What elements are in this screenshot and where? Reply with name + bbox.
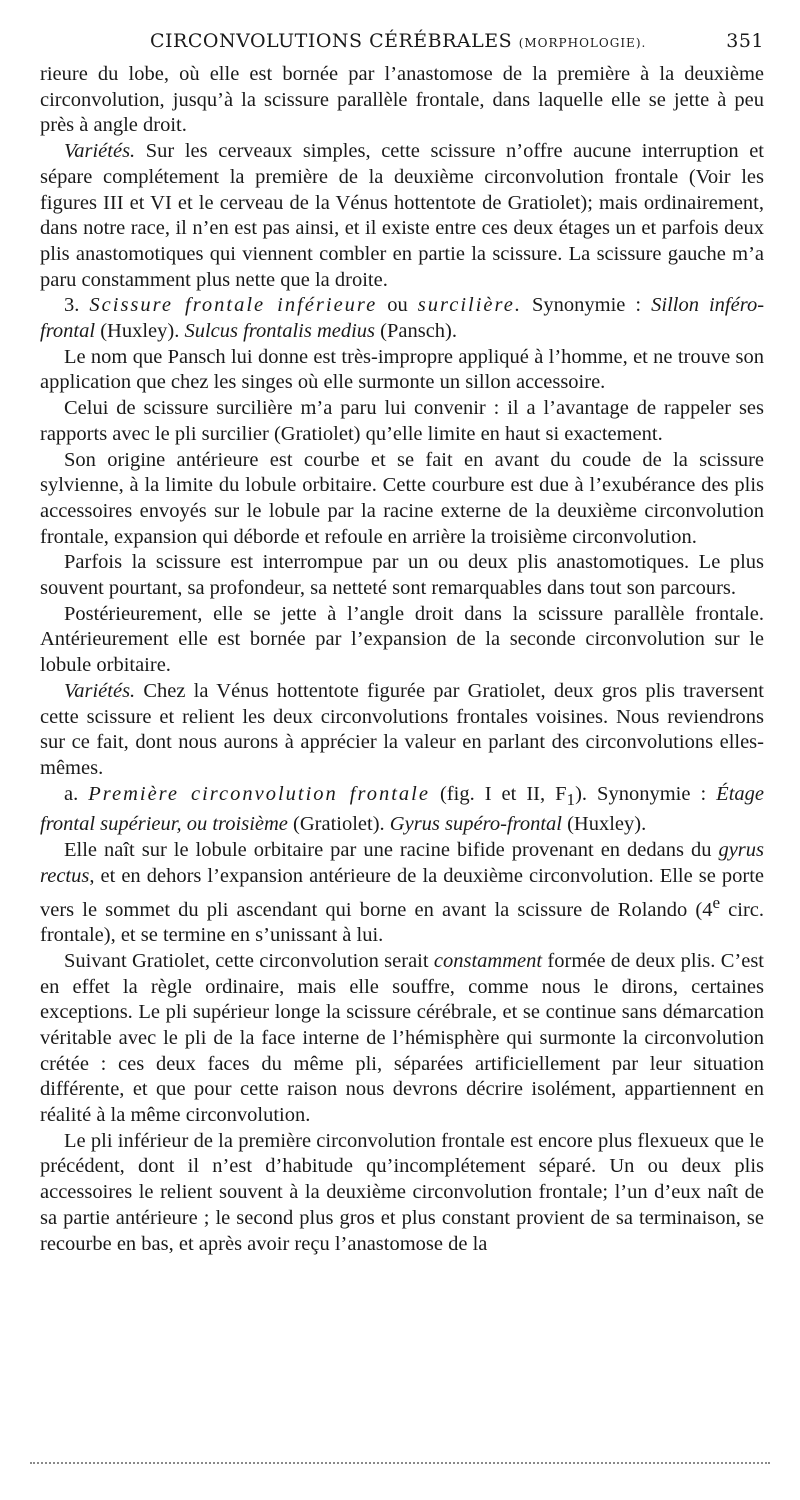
paragraph xyxy=(40,448,764,551)
running-header xyxy=(40,30,764,60)
paragraph xyxy=(40,602,764,679)
text-run: Variétés. xyxy=(64,679,136,702)
text-run: ou xyxy=(377,294,418,317)
paragraph xyxy=(40,949,764,1129)
text-run: Son origine antérieure est courbe et se fait en avant du coude de la scissure sylvienne, à la limite du lobule orbitaire. Cette courbure est due à l’exubérance des plis accessoires envoyés sur le lobule par la racine externe de la deuxième circonvolution frontale, expansion qui déborde et refoule en arrière la troisième circonvolution. xyxy=(40,448,764,548)
text-run: Le pli inférieur de la première circonvolution frontale est encore plus flexueux que le précédent, dont il n’est d’habitude qu’incomplétement séparé. Un ou deux plis accessoires le relient souvent à la deuxième circonvolution frontale; l’un d’eux naît de sa partie antérieure ; le second plus gros et plus constant provient de sa terminaison, se recourbe en bas, et après avoir reçu l’anastomose de la xyxy=(40,1129,764,1255)
paragraph xyxy=(40,345,764,396)
paragraph xyxy=(40,139,764,293)
text-run: Variétés. xyxy=(64,140,136,163)
running-title-main: CIRCONVOLUTIONS CÉRÉBRALES xyxy=(150,30,513,52)
text-run: Parfois la scissure est interrompue par un ou deux plis anastomotiques. Le plus souvent pourtant, sa profondeur, sa netteté sont remarquables dans tout son parcours. xyxy=(40,551,764,600)
paragraph xyxy=(40,293,764,344)
text-run: formée de deux plis. C’est en effet la règle ordinaire, mais elle souffre, comme nous le dirons, certaines exceptions. Le pli supérieur longe la scissure cérébrale, et se continue sans démarcation véritable avec le pli de la face interne de l’hémisphère qui surmonte la circonvolution crétée : ces deux faces du même pli, séparées artificiellement par leur situation différente, et que pour cette raison nous devrons décrire isolément, appartiennent en réalité à la même circonvolution. xyxy=(40,949,764,1127)
text-run: Celui de scissure surcilière m’a paru lui convenir : il a l’avantage de rappeler ses rapports avec le pli surcilier (Gratiolet) qu’elle limite en haut si exactement. xyxy=(40,397,764,445)
text-run: Première circonvolution frontale xyxy=(88,782,430,805)
paragraph xyxy=(40,679,764,782)
text-run: rieure du lobe, où elle est bornée par l’anastomose de la première à la deuxième circonvolution, jusqu’à la scissure parallèle frontale, dans laquelle elle se jette à peu près à angle droit. xyxy=(40,63,764,137)
body-text xyxy=(40,62,764,1257)
running-title-sub: (MORPHOLOGIE). xyxy=(518,36,647,50)
text-run: 3. xyxy=(64,294,90,317)
text-run: (Gratiolet). xyxy=(287,813,390,836)
text-run: (Huxley). xyxy=(561,813,647,836)
text-run: Sillon inféro-frontal xyxy=(40,294,765,343)
text-run: , et en dehors l’expansion antérieure de la deuxième circonvolution. Elle se porte vers le sommet du pli ascendant qui borne en avant la scissure de Rolando (4 xyxy=(40,864,764,921)
text-run: (Pansch). xyxy=(375,320,458,343)
text-run: Étage frontal supérieur, ou troisième xyxy=(40,782,764,836)
text-run: constamment xyxy=(433,949,543,972)
text-run: (Huxley). xyxy=(95,320,185,343)
running-title xyxy=(150,30,646,52)
text-run: Gyrus supéro-frontal xyxy=(389,813,562,836)
paragraph xyxy=(40,396,764,447)
text-run: Sur les cerveaux simples, cette scissure n’offre aucune interruption et sépare complétement la première de la deuxième circonvolution frontale (Voir les figures III et VI et le cerveau de la Vénus hottentote de Gratiolet); mais ordinairement, dans notre race, il n’en est pas ainsi, et il existe entre ces deux étages un et parfois deux plis anastomotiques qui viennent combler en partie la scissure. La scissure gauche m’a paru constamment plus nette que la droite. xyxy=(40,140,764,291)
text-run: Sulcus frontalis medius xyxy=(184,320,376,343)
text-run: gyrus rectus xyxy=(40,839,764,887)
text-run: 1 xyxy=(566,789,576,809)
paragraph xyxy=(40,838,764,949)
paragraph xyxy=(40,782,764,839)
paragraph xyxy=(40,1129,764,1258)
text-run: a. xyxy=(64,782,89,805)
text-run: circ. frontale), et se termine en s’unissant à lui. xyxy=(40,898,764,947)
text-run: (fig. I et II, F xyxy=(429,782,567,805)
text-run: surcilière. xyxy=(417,294,522,317)
text-run: Chez la Vénus hottentote figurée par Gratiolet, deux gros plis traversent cette scissure et relient les deux circonvolutions frontales voisines. Nous reviendrons sur ce fait, dont nous aurons à apprécier la valeur en parlant des circonvolutions elles-mêmes. xyxy=(40,679,764,779)
page-number: 351 xyxy=(726,30,764,52)
text-run: e xyxy=(712,892,721,912)
text-run: Elle naît sur le lobule orbitaire par une racine bifide provenant en dedans du xyxy=(64,839,719,862)
text-run: Synonymie : xyxy=(521,294,652,317)
text-run: Postérieurement, elle se jette à l’angle droit dans la scissure parallèle frontale. Antérieurement elle est bornée par l’expansion de la seconde circonvolution sur le lobule orbitaire. xyxy=(40,602,764,677)
paragraph xyxy=(40,62,764,139)
text-run: Suivant Gratiolet, cette circonvolution serait xyxy=(64,949,434,972)
paragraph xyxy=(40,550,764,601)
footer-rule xyxy=(30,1462,770,1464)
text-run: Le nom que Pansch lui donne est très-impropre appliqué à l’homme, et ne trouve son application que chez les singes où elle surmonte un sillon accessoire. xyxy=(40,345,764,394)
text-run: ). Synonymie : xyxy=(575,782,717,805)
text-run: Scissure frontale inférieure xyxy=(89,294,378,317)
